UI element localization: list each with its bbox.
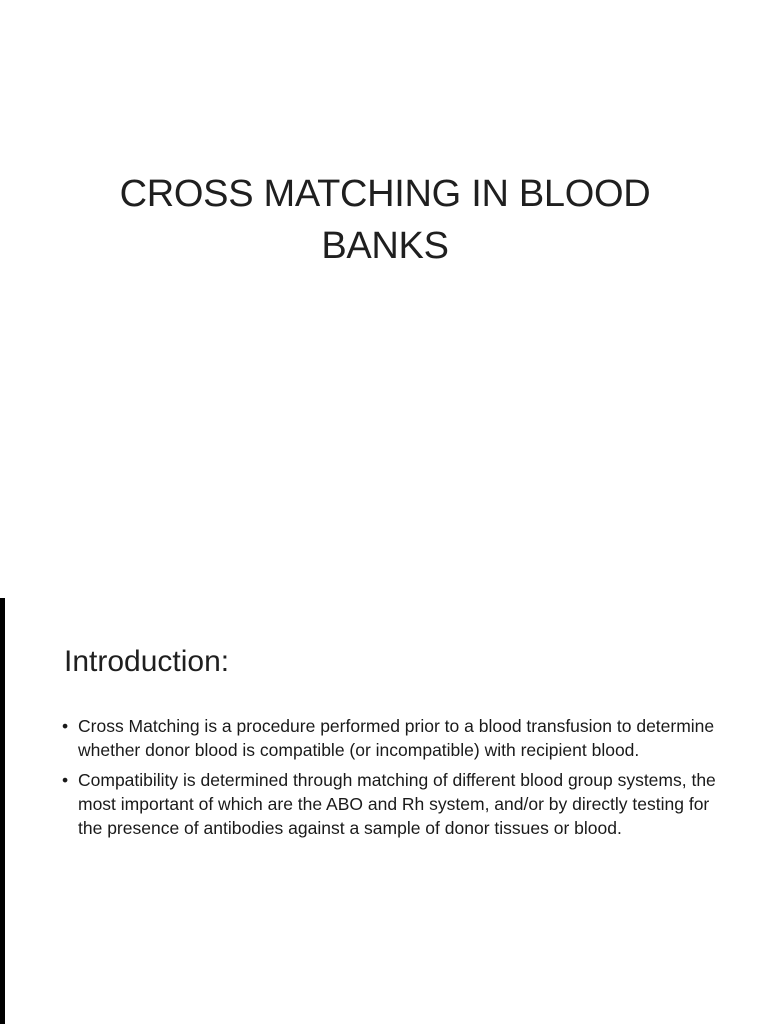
bullet-text: Compatibility is determined through matching of different blood group systems, the most important of which are the ABO and Rh system, and/or by directly testing for the presence of antibodies against a sample of donor tissues or blood. xyxy=(78,770,716,838)
bullet-item xyxy=(60,768,720,840)
slide-title: CROSS MATCHING IN BLOOD BANKS xyxy=(119,173,651,267)
section-heading: Introduction: xyxy=(64,645,230,678)
introduction-slide xyxy=(0,598,768,1024)
bullet-icon: • xyxy=(62,716,69,736)
bullet-list xyxy=(60,714,720,846)
slide-left-border xyxy=(0,598,5,1024)
bullet-icon: • xyxy=(62,770,69,790)
bullet-text: Cross Matching is a procedure performed prior to a blood transfusion to determine whether donor blood is compatible (or incompatible) with recipient blood. xyxy=(78,716,715,760)
bullet-item xyxy=(60,714,720,762)
